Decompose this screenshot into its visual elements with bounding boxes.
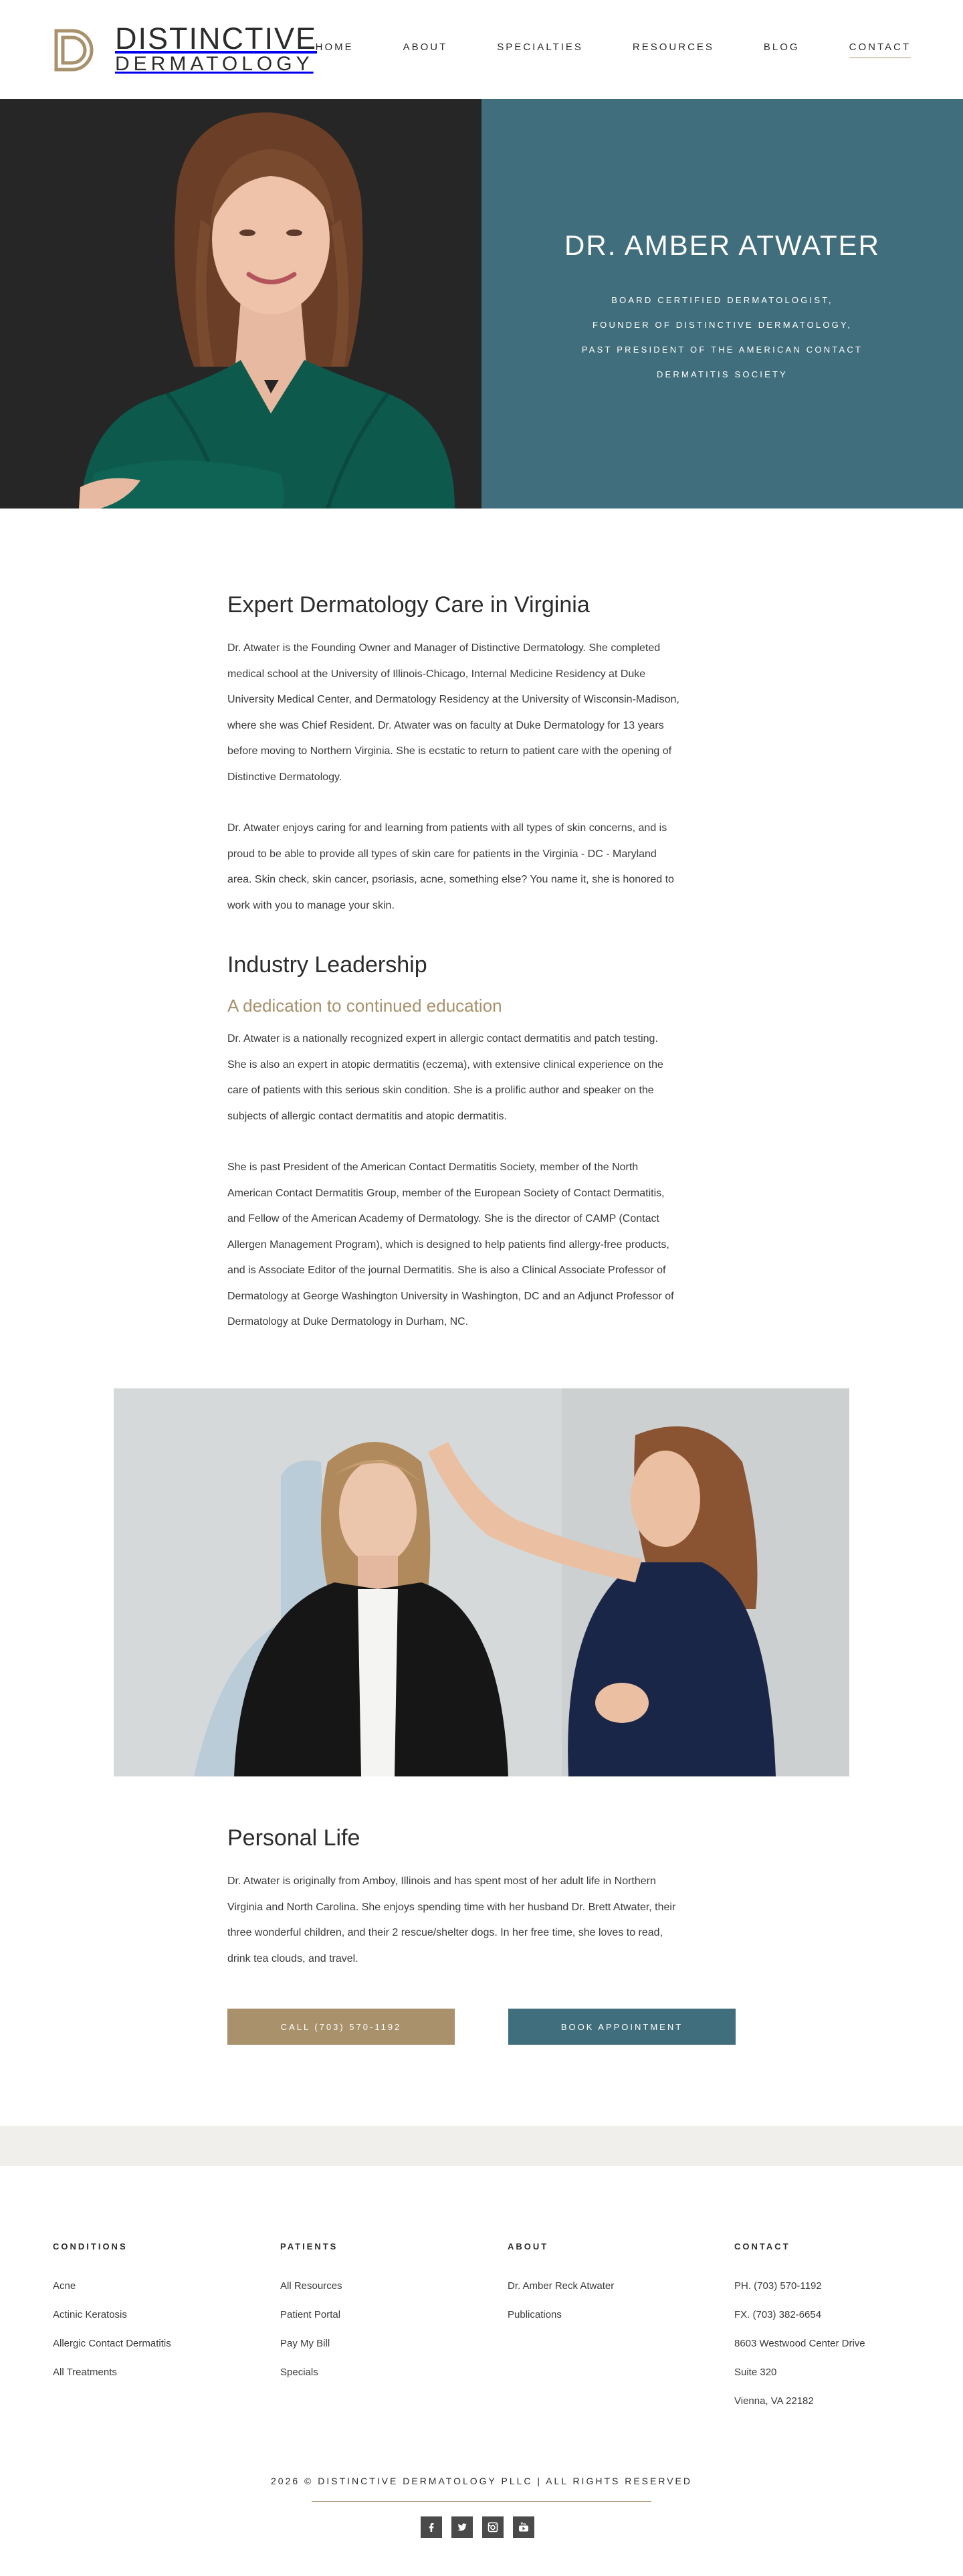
text-line: medical school at the University of Illinois-Chicago, Internal Medicine Residency at Duke	[227, 668, 646, 680]
logo-subtitle: DERMATOLOGY	[115, 53, 314, 75]
footer-link-all-resources[interactable]: All Resources	[280, 2280, 342, 2292]
nav-contact[interactable]: CONTACT	[849, 41, 911, 58]
call-button[interactable]: CALL (703) 570-1192	[227, 2009, 455, 2045]
footer-patients	[280, 2241, 494, 2387]
section-paragraph	[227, 816, 736, 919]
copyright-text: 2026 © DISTINCTIVE DERMATOLOGY PLLC | ALL RIGHTS RESERVED	[271, 2476, 692, 2486]
section-heading: Industry Leadership	[227, 952, 427, 978]
doctor-portrait-photo	[0, 99, 481, 509]
text-line: Allergen Management Program), which is designed to help patients find allergy-free products,	[227, 1238, 669, 1251]
footer-link-actinic-keratosis[interactable]: Actinic Keratosis	[53, 2309, 127, 2320]
text-line: Dr. Atwater is originally from Amboy, Illinois and has spent most of her adult life in Northern	[227, 1875, 656, 1887]
site-header	[0, 0, 963, 99]
section-expert-care	[227, 590, 736, 919]
nav-specialties[interactable]: SPECIALTIES	[497, 41, 583, 53]
text-line: Distinctive Dermatology.	[227, 771, 342, 783]
footer-about	[508, 2241, 722, 2329]
text-line: and Fellow of the American Academy of Dermatology. She is the director of CAMP (Contact	[227, 1213, 659, 1224]
text-line: work with you to manage your skin.	[227, 899, 395, 911]
nav-resources[interactable]: RESOURCES	[632, 41, 714, 53]
logo-d-icon	[52, 27, 99, 74]
doctor-with-patient-photo	[114, 1388, 849, 1776]
footer-link-acne[interactable]: Acne	[53, 2280, 76, 2292]
section-paragraph	[227, 1026, 736, 1129]
copyright-divider	[312, 2501, 651, 2502]
footer-heading: PATIENTS	[280, 2241, 338, 2251]
facebook-icon[interactable]	[421, 2516, 442, 2538]
text-line: She is also an expert in atopic dermatitis (eczema), with extensive clinical experience on the	[227, 1059, 663, 1071]
credential-line: PAST PRESIDENT OF THE AMERICAN CONTACT	[581, 345, 863, 355]
section-industry-leadership	[227, 950, 736, 1336]
nav-blog[interactable]: BLOG	[763, 41, 800, 53]
text-line: where she was Chief Resident. Dr. Atwater was on faculty at Duke Dermatology for 13 years	[227, 719, 664, 731]
text-line: three wonderful children, and their 2 rescue/shelter dogs. In her free time, she loves to read,	[227, 1927, 663, 1938]
text-line: subjects of allergic contact dermatitis and atopic dermatitis.	[227, 1110, 507, 1122]
text-line: area. Skin check, skin cancer, psoriasis, acne, something else? You name it, she is honored to	[227, 874, 674, 885]
section-personal-life	[227, 1823, 736, 1972]
section-heading: Personal Life	[227, 1825, 360, 1851]
hero	[0, 99, 963, 509]
section-paragraph	[227, 636, 736, 790]
footer-conditions	[53, 2241, 267, 2387]
text-line: care of patients with this serious skin condition. She is a prolific author and speaker on the	[227, 1085, 654, 1096]
patient-illustration	[114, 1388, 849, 1776]
footer-link-doctor[interactable]: Dr. Amber Reck Atwater	[508, 2280, 615, 2292]
footer-link-all-treatments[interactable]: All Treatments	[53, 2367, 117, 2378]
footer-address-line: 8603 Westwood Center Drive	[734, 2338, 865, 2349]
doctor-name: DR. AMBER ATWATER	[564, 229, 880, 261]
credential-line: BOARD CERTIFIED DERMATOLOGIST,	[611, 295, 833, 305]
main-nav	[266, 41, 911, 58]
footer-link-allergic-contact-dermatitis[interactable]: Allergic Contact Dermatitis	[53, 2338, 171, 2349]
section-paragraph	[227, 1155, 736, 1336]
divider-band	[0, 2126, 963, 2166]
text-line: proud to be able to provide all types of skin care for patients in the Virginia - DC - Maryland	[227, 848, 657, 860]
footer-fax: FX. (703) 382-6654	[734, 2309, 822, 2320]
footer-address-line: Suite 320	[734, 2367, 777, 2378]
text-line: and is Associate Editor of the journal Dermatitis. She is also a Clinical Associate Professor of	[227, 1265, 666, 1276]
footer-heading: CONDITIONS	[53, 2241, 128, 2251]
instagram-icon[interactable]	[482, 2516, 504, 2538]
text-line: American Contact Dermatitis Group, member of the European Society of Contact Dermatitis,	[227, 1187, 665, 1199]
footer-link-publications[interactable]: Publications	[508, 2309, 562, 2320]
text-line: Dermatology at George Washington University in Washington, DC and an Adjunct Professor of	[227, 1290, 674, 1302]
credential-line: DERMATITIS SOCIETY	[656, 369, 788, 379]
hero-panel	[481, 99, 963, 509]
book-appointment-button[interactable]: BOOK APPOINTMENT	[508, 2009, 736, 2045]
twitter-icon[interactable]	[451, 2516, 473, 2538]
social-links	[421, 2516, 534, 2538]
logo-title: DISTINCTIVE	[115, 21, 318, 56]
section-paragraph	[227, 1869, 736, 1972]
credential-line: FOUNDER OF DISTINCTIVE DERMATOLOGY,	[593, 320, 852, 330]
footer-heading: CONTACT	[734, 2241, 790, 2251]
footer-phone[interactable]: PH. (703) 570-1192	[734, 2280, 822, 2292]
footer-address-line: Vienna, VA 22182	[734, 2395, 814, 2407]
footer-heading: ABOUT	[508, 2241, 549, 2251]
text-line: She is past President of the American Contact Dermatitis Society, member of the North	[227, 1162, 639, 1173]
text-line: before moving to Northern Virginia. She is ecstatic to return to patient care with the opening of	[227, 745, 672, 757]
text-line: Dr. Atwater enjoys caring for and learning from patients with all types of skin concerns, and is	[227, 822, 667, 834]
footer-link-specials[interactable]: Specials	[280, 2367, 318, 2378]
nav-about[interactable]: ABOUT	[403, 41, 448, 53]
text-line: Dermatology at Duke Dermatology in Durham, NC.	[227, 1316, 469, 1327]
text-line: Virginia and North Carolina. She enjoys spending time with her husband Dr. Brett Atwater, their	[227, 1901, 676, 1913]
text-line: drink tea clouds, and travel.	[227, 1952, 358, 1964]
nav-home[interactable]: HOME	[315, 41, 354, 53]
text-line: Dr. Atwater is the Founding Owner and Manager of Distinctive Dermatology. She completed	[227, 642, 661, 654]
section-heading: Expert Dermatology Care in Virginia	[227, 592, 590, 618]
doctor-credentials	[481, 288, 963, 387]
text-line: Dr. Atwater is a nationally recognized expert in allergic contact dermatitis and patch testing.	[227, 1033, 658, 1044]
portrait-illustration	[0, 99, 481, 509]
footer-link-patient-portal[interactable]: Patient Portal	[280, 2309, 341, 2320]
footer-link-pay-my-bill[interactable]: Pay My Bill	[280, 2338, 330, 2349]
footer-contact	[734, 2241, 948, 2415]
section-subheading: A dedication to continued education	[227, 996, 502, 1016]
youtube-icon[interactable]	[513, 2516, 534, 2538]
text-line: University Medical Center, and Dermatology Residency at the University of Wisconsin-Madison,	[227, 694, 679, 705]
